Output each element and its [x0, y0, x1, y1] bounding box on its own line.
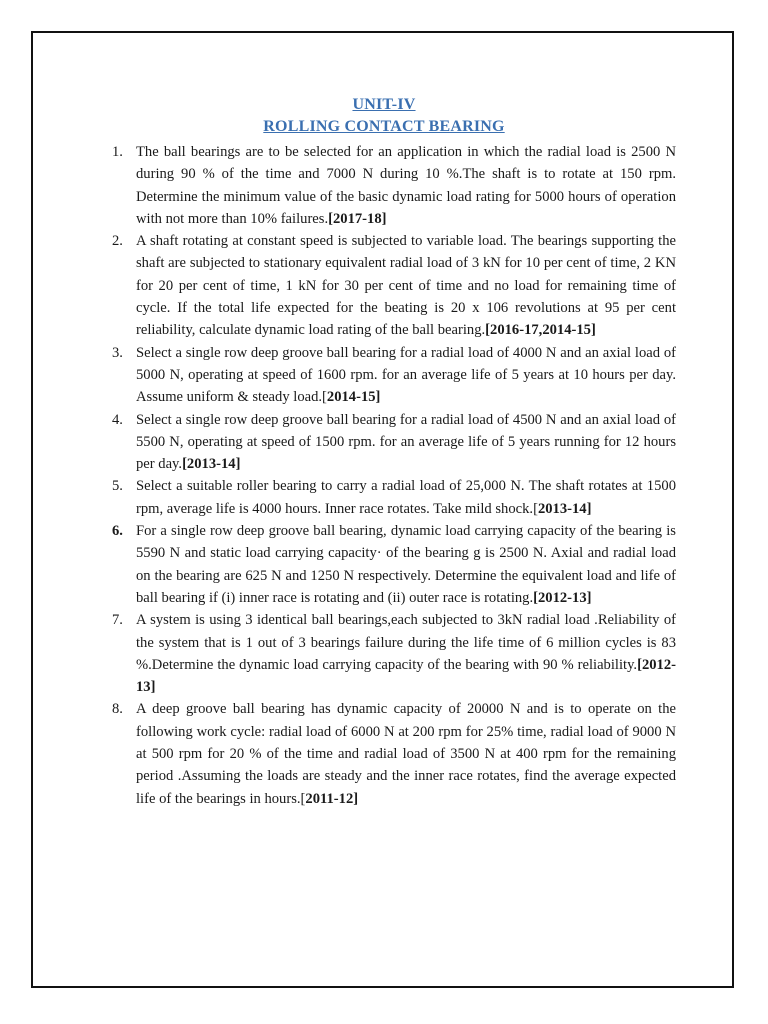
question-number: 3. — [112, 344, 123, 361]
question-text: A system is using 3 identical ball bearings,each subjected to 3kN radial load .Reliability of the system that is 1 out of 3 bearings failure during the life time of 6 million cycles is 83 %.Determine the dynamic load carrying capacity of the bearing with 90 % reliability. — [136, 612, 676, 673]
question-item-3 — [108, 342, 676, 409]
question-text: The ball bearings are to be selected for an application in which the radial load is 2500 N during 90 % of the time and 7000 N during 10 %.The shaft is to rotate at 150 rpm. Determine the minimum value of the basic dynamic load rating for 5000 hours of operation with not more than 10% failures. — [136, 144, 676, 227]
year-tag: [2017-18] — [328, 210, 387, 227]
question-list — [108, 141, 676, 810]
question-number: 8. — [112, 701, 123, 718]
question-text: Select a suitable roller bearing to carry a radial load of 25,000 N. The shaft rotates at 1500 rpm, average life is 4000 hours. Inner race rotates. Take mild shock.[ — [136, 478, 676, 517]
question-number: 6. — [112, 523, 123, 540]
question-number: 5. — [112, 478, 123, 495]
question-item-8 — [108, 698, 676, 809]
question-number: 1. — [112, 144, 123, 160]
question-number: 2. — [112, 233, 123, 250]
question-text: Select a single row deep groove ball bearing for a radial load of 4500 N and an axial load of 5500 N, operating at speed of 1500 rpm. for an average life of 5 years running for 12 hours per day. — [136, 411, 676, 473]
subject-title: ROLLING CONTACT BEARING — [263, 118, 505, 135]
year-tag: [2016-17,2014-15] — [485, 322, 596, 339]
question-item-1 — [108, 141, 676, 230]
question-item-6 — [108, 520, 676, 609]
heading-block — [0, 94, 768, 138]
year-tag: 2013-14] — [537, 500, 592, 517]
year-tag: 2014-15] — [326, 389, 381, 406]
question-text: For a single row deep groove ball bearing, dynamic load carrying capacity of the bearing is 5590 N and static load carrying capacity· of the bearing g is 2500 N. Axial and radial load on the bearing are 625 N and 1250 N respectively. Determine the equivalent load and life of ball bearing if (i) inner race is rotating and (ii) outer race is rotating. — [136, 523, 676, 606]
year-tag: 2011-12] — [305, 790, 359, 807]
question-item-4 — [108, 409, 676, 476]
question-text: A deep groove ball bearing has dynamic capacity of 20000 N and is to operate on the following work cycle: radial load of 6000 N at 200 rpm for 25% time, radial load of 9000 N at 500 rpm for 20 % of the time and radial load of 3500 N at 400 rpm for the remaining period .Assuming the loads are steady and the inner race rotates, find the average expected life of the bearings in hours.[ — [136, 701, 676, 807]
question-item-7 — [108, 609, 676, 698]
question-item-5 — [108, 475, 676, 520]
question-item-2 — [108, 230, 676, 341]
question-text: Select a single row deep groove ball bearing for a radial load of 4000 N and an axial load of 5000 N, operating at speed of 1600 rpm. for an average life of 5 years at 10 hours per day. Assume uniform & steady load.[ — [136, 344, 676, 406]
question-number: 7. — [112, 612, 123, 629]
question-number: 4. — [112, 411, 123, 428]
year-tag: [2012-13] — [533, 589, 592, 606]
question-text: A shaft rotating at constant speed is subjected to variable load. The bearings supporting the shaft are subjected to stationary equivalent radial load of 3 kN for 10 per cent of time, 2 KN for 20 per cent of time, 1 kN for 30 per cent of time and no load for remaining time of cycle. If the total life expected for the beating is 20 x 106 revolutions at 95 per cent reliability, calculate dynamic load rating of the ball bearing. — [136, 233, 676, 339]
year-tag: [2013-14] — [182, 456, 241, 473]
unit-title: UNIT-IV — [352, 96, 416, 113]
year-tag: [2012-13] — [136, 656, 676, 696]
